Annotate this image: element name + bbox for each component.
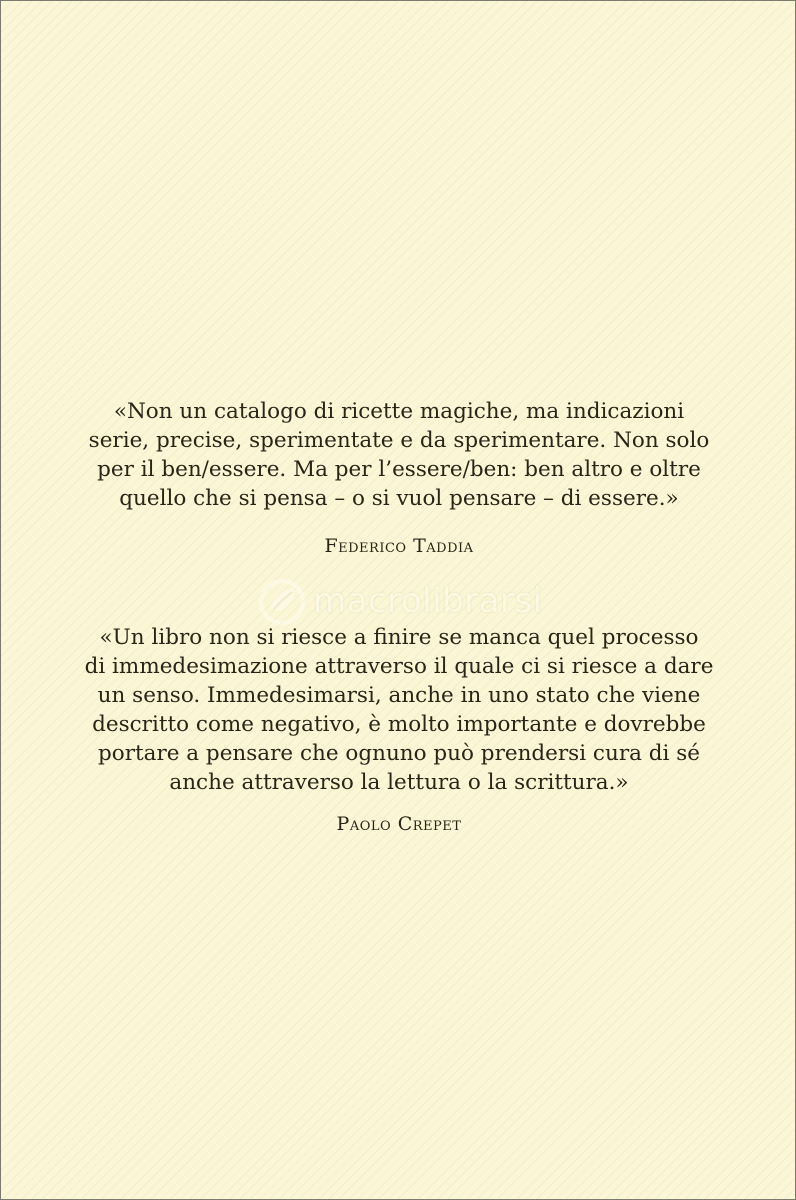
quote-1-author: Federico Taddia [324, 535, 474, 557]
quote-2-line-5: portare a pensare che ognuno può prendersi cura di sé [98, 741, 700, 766]
quote-2-line-4: descritto come negativo, è molto importante e dovrebbe [92, 712, 706, 737]
quote-2-line-1: «Un libro non si riesce a finire se manca quel processo [99, 625, 699, 650]
quote-2-line-6: anche attraverso la lettura o la scrittura.» [169, 770, 629, 795]
watermark [257, 577, 567, 627]
quote-1-line-4: quello che si pensa – o si vuol pensare – di essere.» [119, 486, 679, 511]
leaf-circle-logo-icon [257, 577, 307, 627]
quote-2 [1, 623, 796, 797]
watermark-text: macrolibrarsi [313, 581, 543, 621]
quote-2-author: Paolo Crepet [336, 813, 462, 835]
quote-1-line-1: «Non un catalogo di ricette magiche, ma indicazioni [113, 399, 685, 424]
quote-1 [1, 397, 796, 513]
quote-1-line-2: serie, precise, sperimentate e da sperimentare. Non solo [88, 428, 710, 453]
quote-2-line-3: un senso. Immedesimarsi, anche in uno stato che viene [97, 683, 701, 708]
quote-2-line-2: di immedesimazione attraverso il quale ci si riesce a dare [84, 654, 714, 679]
quote-1-line-3: per il ben/essere. Ma per l’essere/ben: ben altro e oltre [97, 457, 701, 482]
